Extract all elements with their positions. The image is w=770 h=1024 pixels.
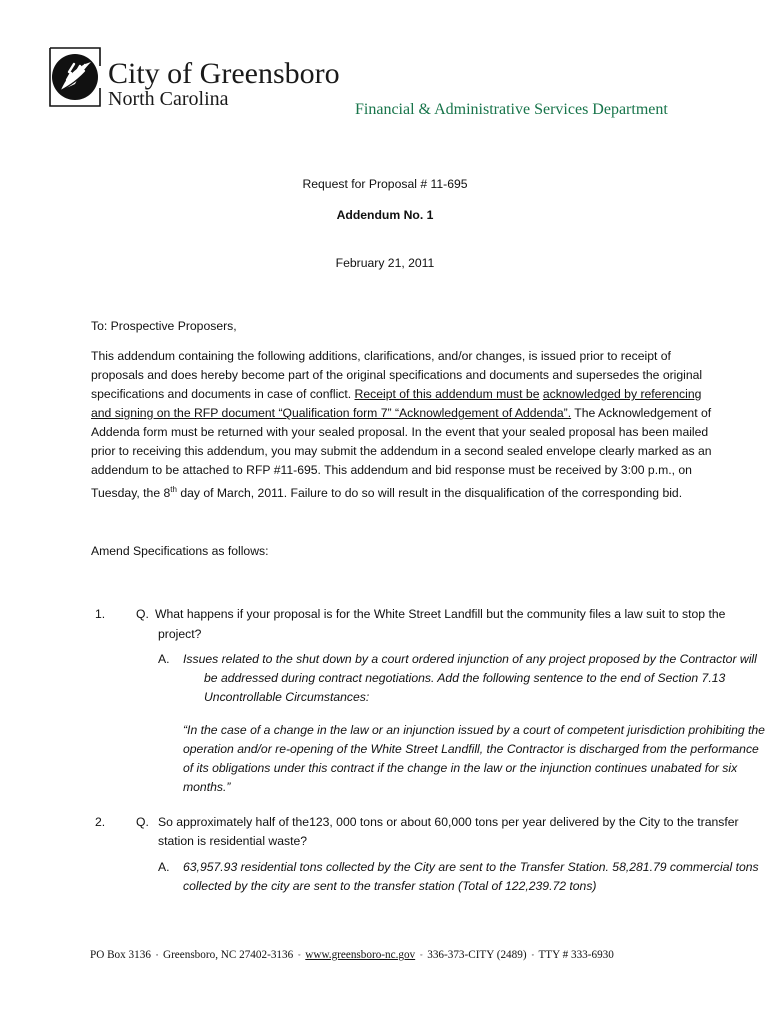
city-name: City of Greensboro — [108, 57, 340, 90]
underlined-text: acknowledged by referencing — [542, 387, 702, 401]
quoted-text: months.” — [183, 780, 231, 794]
paragraph-line: Addenda form must be returned with your sealed proposal. In the event that your sealed proposal has been mailed — [91, 425, 709, 439]
quoted-text: “In the case of a change in the law or an injunction issued by a court of competent jurisdiction prohibiting the — [183, 723, 765, 737]
question-text: station is residential waste? — [158, 834, 308, 848]
answer-text: 63,957.93 residential tons collected by the City are sent to the Transfer Station. 58,281.79 commercial tons — [183, 860, 759, 874]
salutation: To: Prospective Proposers, — [91, 319, 237, 333]
separator-dot: ◦ — [298, 951, 301, 960]
footer-address: Greensboro, NC 27402-3136 — [163, 949, 294, 961]
item-number: 2. — [95, 815, 106, 829]
addendum-number: Addendum No. 1 — [336, 208, 434, 222]
paragraph-line — [91, 385, 702, 404]
footer-po-box: PO Box 3136 — [90, 949, 151, 961]
text-run: Tuesday, the 8 — [91, 486, 171, 501]
answer-label: A. — [158, 652, 170, 666]
question-text: project? — [158, 627, 202, 641]
item-number: 1. — [95, 607, 106, 621]
answer-text: Issues related to the shut down by a court ordered injunction of any project proposed by the Contractor will — [183, 652, 757, 666]
intro-paragraph — [91, 347, 712, 501]
paragraph-line: proposals and does hereby become part of the original specifications and documents and supersedes the original — [91, 368, 703, 382]
paragraph-line: prior to receiving this addendum, you may submit the addendum in a second sealed envelope clearly marked as an — [91, 444, 712, 458]
question-text: What happens if your proposal is for the White Street Landfill but the community files a law suit to stop the — [155, 607, 726, 621]
separator-dot: ◦ — [531, 951, 534, 960]
answer-label: A. — [158, 860, 170, 874]
paragraph-line — [91, 404, 712, 423]
answer-text: Uncontrollable Circumstances: — [204, 690, 370, 704]
text-run: day of March, 2011. Failure to do so will result in the disqualification of the corresponding bid. — [176, 486, 683, 501]
document-date: February 21, 2011 — [335, 256, 435, 270]
answer-text: be addressed during contract negotiations. Add the following sentence to the end of Section 7.13 — [204, 671, 726, 685]
superscript: th — [170, 485, 177, 494]
question-label: Q. — [136, 815, 149, 829]
underlined-text: Receipt of this addendum must be — [354, 387, 540, 401]
separator-dot: ◦ — [155, 951, 159, 960]
footer-contact — [90, 948, 614, 962]
quoted-text: operation and/or re-opening of the White Street Landfill, the Contractor is discharged from the performance — [183, 742, 759, 756]
rfp-number: Request for Proposal # 11-695 — [302, 177, 468, 191]
question-label: Q. — [136, 607, 149, 621]
separator-dot: ◦ — [419, 951, 423, 960]
quoted-text: of its obligations under this contract if the change in the law or the injunction continues unabated for six — [183, 761, 738, 775]
question-text: So approximately half of the123, 000 tons or about 60,000 tons per year delivered by the City to the transfer — [158, 815, 739, 829]
amend-heading: Amend Specifications as follows: — [91, 544, 269, 558]
text-run: specifications and documents in case of conflict. — [91, 387, 355, 401]
footer-tty: TTY # 333-6930 — [538, 949, 614, 961]
underlined-text: and signing on the RFP document “Qualification form 7” “Acknowledgement of Addenda”. — [91, 406, 572, 420]
greensboro-leaf-logo — [47, 46, 103, 108]
answer-text: collected by the city are sent to the transfer station (Total of 122,239.72 tons) — [183, 879, 597, 893]
paragraph-line: This addendum containing the following additions, clarifications, and/or changes, is issued prior to receipt of — [91, 349, 671, 363]
footer-phone: 336-373-CITY (2489) — [427, 949, 527, 961]
paragraph-line — [91, 480, 691, 499]
department-name: Financial & Administrative Services Department — [355, 101, 668, 118]
website-link[interactable]: www.greensboro-nc.gov — [305, 949, 416, 961]
text-run: The Acknowledgement of — [571, 406, 712, 420]
paragraph-line: addendum to be attached to RFP #11-695. This addendum and bid response must be received by 3:00 p.m., on — [91, 463, 692, 477]
state-name: North Carolina — [108, 88, 229, 110]
